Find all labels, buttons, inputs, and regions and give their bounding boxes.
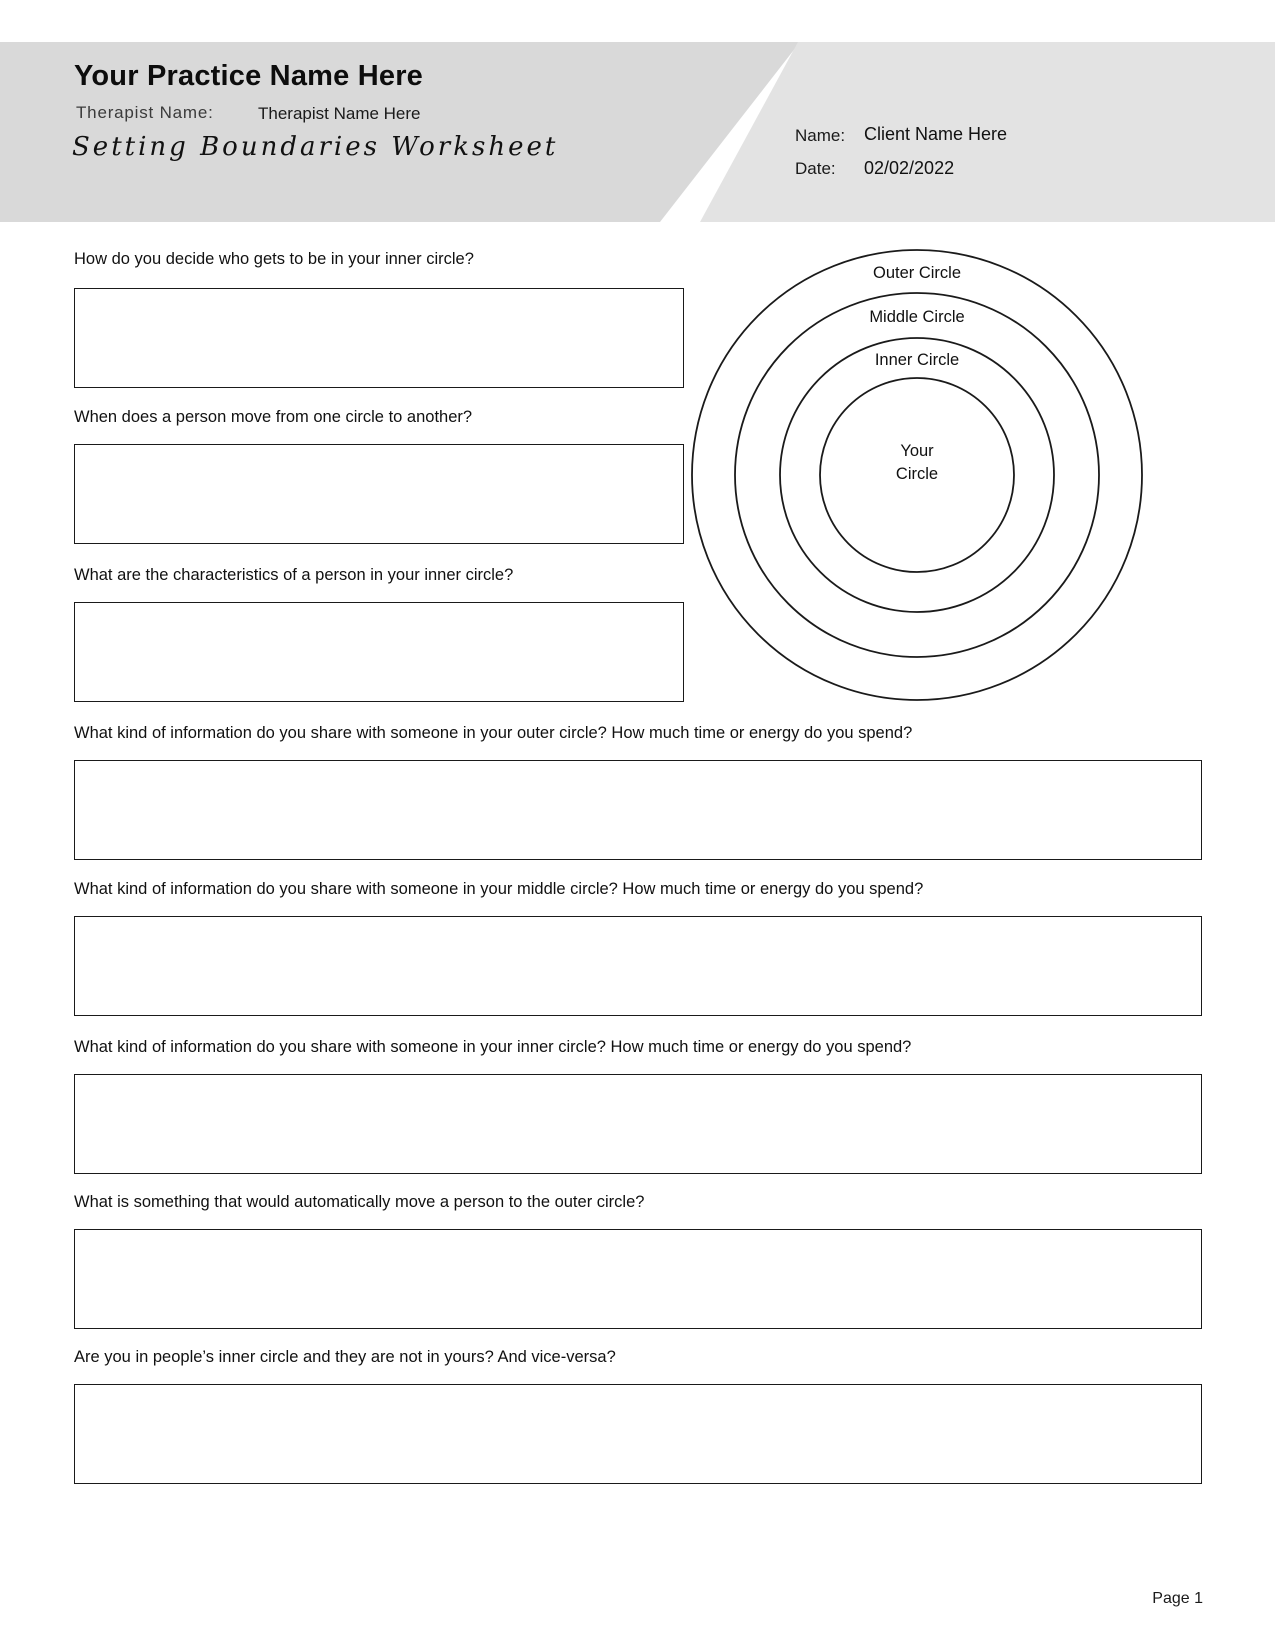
answer-box-7[interactable] [74, 1229, 1202, 1329]
page-number: Page 1 [1152, 1590, 1203, 1607]
question-label-8: Are you in people’s inner circle and they are not in yours? And vice-versa? [74, 1348, 616, 1366]
middle-circle-label: Middle Circle [869, 308, 965, 326]
your-circle-label-line2: Circle [895, 465, 939, 483]
answer-box-2[interactable] [74, 444, 684, 544]
therapist-name-value: Therapist Name Here [258, 104, 421, 123]
answer-box-1[interactable] [74, 288, 684, 388]
client-name-value: Client Name Here [864, 124, 1008, 144]
question-label-7: What is something that would automatically move a person to the outer circle? [74, 1193, 645, 1211]
question-label-2: When does a person move from one circle to another? [74, 408, 473, 426]
question-label-1: How do you decide who gets to be in your inner circle? [74, 250, 474, 268]
your-circle-label-line1: Your [900, 442, 934, 460]
practice-name: Your Practice Name Here [74, 60, 424, 92]
date-label: Date: [795, 159, 836, 178]
document-header [0, 42, 1275, 222]
question-label-4: What kind of information do you share with someone in your outer circle? How much time or energy do you spend? [74, 724, 913, 742]
question-label-5: What kind of information do you share with someone in your middle circle? How much time or energy do you spend? [74, 880, 924, 898]
client-name-label: Name: [795, 126, 846, 145]
date-value: 02/02/2022 [864, 158, 955, 178]
answer-box-5[interactable] [74, 916, 1202, 1016]
question-label-3: What are the characteristics of a person in your inner circle? [74, 566, 514, 584]
worksheet-title: Setting Boundaries Worksheet [72, 132, 559, 162]
boundaries-circles-diagram [690, 248, 1145, 703]
answer-box-3[interactable] [74, 602, 684, 702]
answer-box-4[interactable] [74, 760, 1202, 860]
therapist-name-label: Therapist Name: [76, 103, 214, 122]
inner-circle-label: Inner Circle [874, 351, 960, 369]
outer-circle-label: Outer Circle [872, 264, 962, 282]
answer-box-8[interactable] [74, 1384, 1202, 1484]
question-label-6: What kind of information do you share with someone in your inner circle? How much time or energy do you spend? [74, 1038, 912, 1056]
answer-box-6[interactable] [74, 1074, 1202, 1174]
